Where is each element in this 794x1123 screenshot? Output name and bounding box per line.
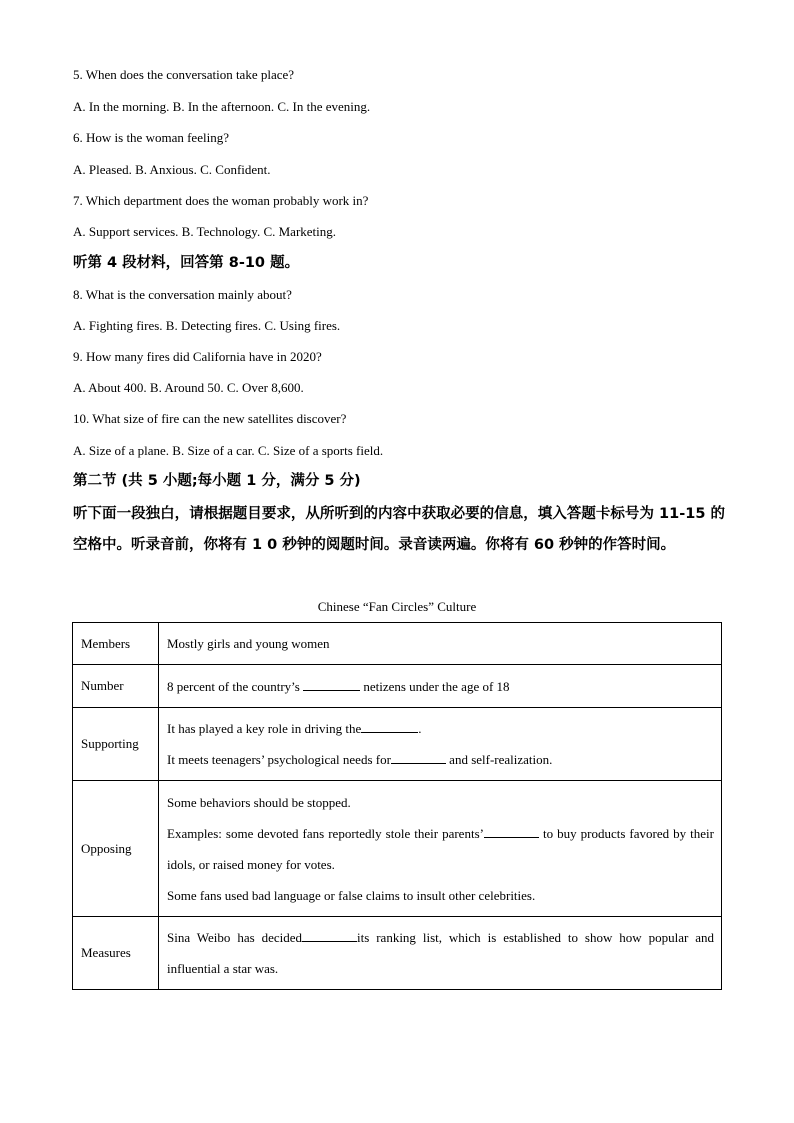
question-8: 8. What is the conversation mainly about?	[73, 287, 292, 302]
opposing-2-pre: Examples: some devoted fans reportedly stole their parents’	[167, 825, 484, 841]
instructions-paragraph: 听下面一段独白，请根据题目要求，从所听到的内容中获取必要的信息，填入答题卡标号为 11-15 的空格中。听录音前，你将有 1 0 秒钟的阅题时间。录音读两遍。你将有 60 秒钟的作答时间。	[73, 506, 725, 553]
section-2-heading: 第二节 (共 5 小题;每小题 1 分，满分 5 分)	[73, 473, 361, 489]
fan-circles-table	[72, 622, 722, 990]
question-10: 10. What size of fire can the new satellites discover?	[73, 411, 347, 426]
table-caption: Chinese “Fan Circles” Culture	[317, 599, 477, 614]
question-7: 7. Which department does the woman probably work in?	[73, 193, 369, 208]
question-9: 9. How many fires did California have in 2020?	[73, 349, 322, 364]
table-row	[73, 623, 722, 665]
opposing-label: Opposing	[73, 781, 159, 917]
number-cell	[159, 665, 722, 708]
answer-options-10: A. Size of a plane. B. Size of a car. C. Size of a sports field.	[73, 443, 384, 458]
number-label: Number	[73, 665, 159, 708]
measures-post: its ranking list, which is established to show how popular and influential a star was.	[167, 930, 714, 976]
answer-blank-15[interactable]	[302, 929, 357, 942]
table-row	[73, 665, 722, 708]
answer-blank-12[interactable]	[361, 720, 418, 733]
measures-cell	[159, 917, 722, 990]
number-text-pre: 8 percent of the country’s	[167, 678, 304, 694]
measures-pre: Sina Weibo has decided	[167, 930, 303, 945]
section-4-heading: 听第 4 段材料，回答第 8-10 题。	[73, 255, 300, 271]
supporting-line-1	[167, 713, 714, 744]
answer-options-7: A. Support services. B. Technology. C. Marketing.	[73, 224, 337, 239]
supporting-cell	[159, 708, 722, 781]
opposing-2-post: to buy products favored by their idols, or raised money for votes.	[167, 825, 714, 872]
measures-label: Measures	[73, 917, 159, 990]
supporting-line-2	[167, 744, 714, 775]
question-6: 6. How is the woman feeling?	[73, 130, 229, 145]
answer-options-9: A. About 400. B. Around 50. C. Over 8,600.	[73, 380, 304, 395]
number-text-post: netizens under the age of 18	[360, 678, 510, 694]
opposing-line-1: Some behaviors should be stopped.	[167, 794, 351, 810]
answer-options-5: A. In the morning. B. In the afternoon. C. In the evening.	[73, 99, 371, 114]
answer-blank-14[interactable]	[484, 825, 539, 838]
members-label: Members	[73, 623, 159, 665]
measures-text	[167, 922, 714, 984]
supporting-2-post: and self-realization.	[445, 752, 553, 767]
opposing-cell	[159, 781, 722, 917]
supporting-1-post: .	[418, 721, 422, 736]
supporting-label: Supporting	[73, 708, 159, 781]
answer-blank-11[interactable]	[303, 678, 360, 691]
answer-options-6: A. Pleased. B. Anxious. C. Confident.	[73, 162, 271, 177]
opposing-line-3: Some fans used bad language or false claims to insult other celebrities.	[167, 887, 536, 903]
question-5: 5. When does the conversation take place?	[73, 67, 295, 82]
opposing-line-2	[167, 818, 714, 880]
table-row	[73, 781, 722, 917]
supporting-1-pre: It has played a key role in driving the	[167, 721, 362, 736]
answer-blank-13[interactable]	[391, 751, 446, 764]
members-text: Mostly girls and young women	[159, 623, 722, 665]
supporting-2-pre: It meets teenagers’ psychological needs for	[167, 752, 391, 767]
table-row	[73, 708, 722, 781]
answer-options-8: A. Fighting fires. B. Detecting fires. C. Using fires.	[73, 318, 341, 333]
table-row	[73, 917, 722, 990]
